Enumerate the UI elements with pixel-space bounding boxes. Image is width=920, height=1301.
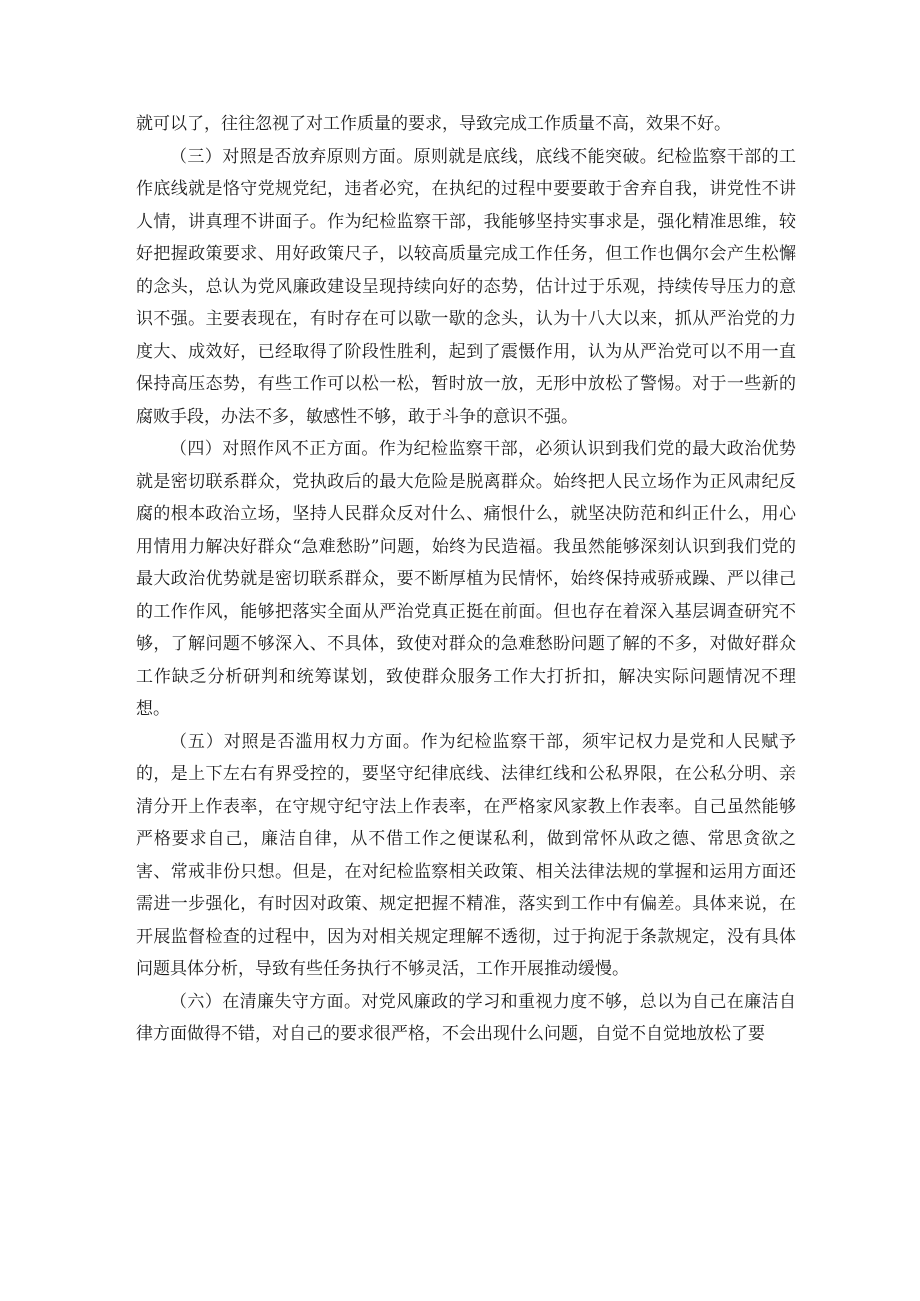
document-body: [136, 108, 796, 1051]
paragraph-section-6: （六）在清廉失守方面。对党风廉政的学习和重视力度不够，总以为自己在廉洁自律方面做得不错，对自己的要求很严格，不会出现什么问题，自觉不自觉地放松了要: [136, 991, 796, 1044]
paragraph-section-5: （五）对照是否滥用权力方面。作为纪检监察干部，须牢记权力是党和人民赋予的，是上下左右有界受控的，要坚守纪律底线、法律红线和公私界限，在公私分明、亲清分开上作表率，在守规守纪守法上作表率，在严格家风家教上作表率。自己虽然能够严格要求自己，廉洁自律，从不借工作之便谋私利，做到常怀从政之德、常思贪欲之害、常戒非份只想。但是，在对纪检监察相关政策、相关法律法规的掌握和运用方面还需进一步强化，有时因对政策、规定把握不精准，落实到工作中有偏差。具体来说，在开展监督检查的过程中，因为对相关规定理解不透彻，过于拘泥于条款规定，没有具体问题具体分析，导致有些任务执行不够灵活，工作开展推动缓慢。: [136, 731, 796, 979]
paragraph-section-4: （四）对照作风不正方面。作为纪检监察干部，必须认识到我们党的最大政治优势就是密切联系群众，党执政后的最大危险是脱离群众。始终把人民立场作为正风肃纪反腐的根本政治立场，坚持人民群众反对什么、痛恨什么，就坚决防范和纠正什么，用心用情用力解决好群众“急难愁盼”问题，始终为民造福。我虽然能够深刻认识到我们党的最大政治优势就是密切联系群众，要不断厚植为民情怀，始终保持戒骄戒躁、严以律己的工作作风，能够把落实全面从严治党真正挺在前面。但也存在着深入基层调查研究不够，了解问题不够深入、不具体，致使对群众的急难愁盼问题了解的不多，对做好群众工作缺乏分析研判和统筹谋划，致使群众服务工作大打折扣，解决实际问题情况不理想。: [136, 439, 796, 719]
paragraph-continuation: 就可以了，往往忽视了对工作质量的要求，导致完成工作质量不高，效果不好。: [136, 114, 731, 134]
paragraph-section-3: （三）对照是否放弃原则方面。原则就是底线，底线不能突破。纪检监察干部的工作底线就是恪守党规党纪，违者必究，在执纪的过程中要要敢于舍弃自我，讲党性不讲人情，讲真理不讲面子。作为纪检监察干部，我能够坚持实事求是，强化精准思维，较好把握政策要求、用好政策尺子，以较高质量完成工作任务，但工作也偶尔会产生松懈的念头，总认为党风廉政建设呈现持续向好的态势，估计过于乐观，持续传导压力的意识不强。主要表现在，有时存在可以歇一歇的念头，认为十八大以来，抓从严治党的力度大、成效好，已经取得了阶段性胜利，起到了震慑作用，认为从严治党可以不用一直保持高压态势，有些工作可以松一松，暂时放一放，无形中放松了警惕。对于一些新的腐败手段，办法不多，敏感性不够，敢于斗争的意识不强。: [136, 146, 796, 427]
